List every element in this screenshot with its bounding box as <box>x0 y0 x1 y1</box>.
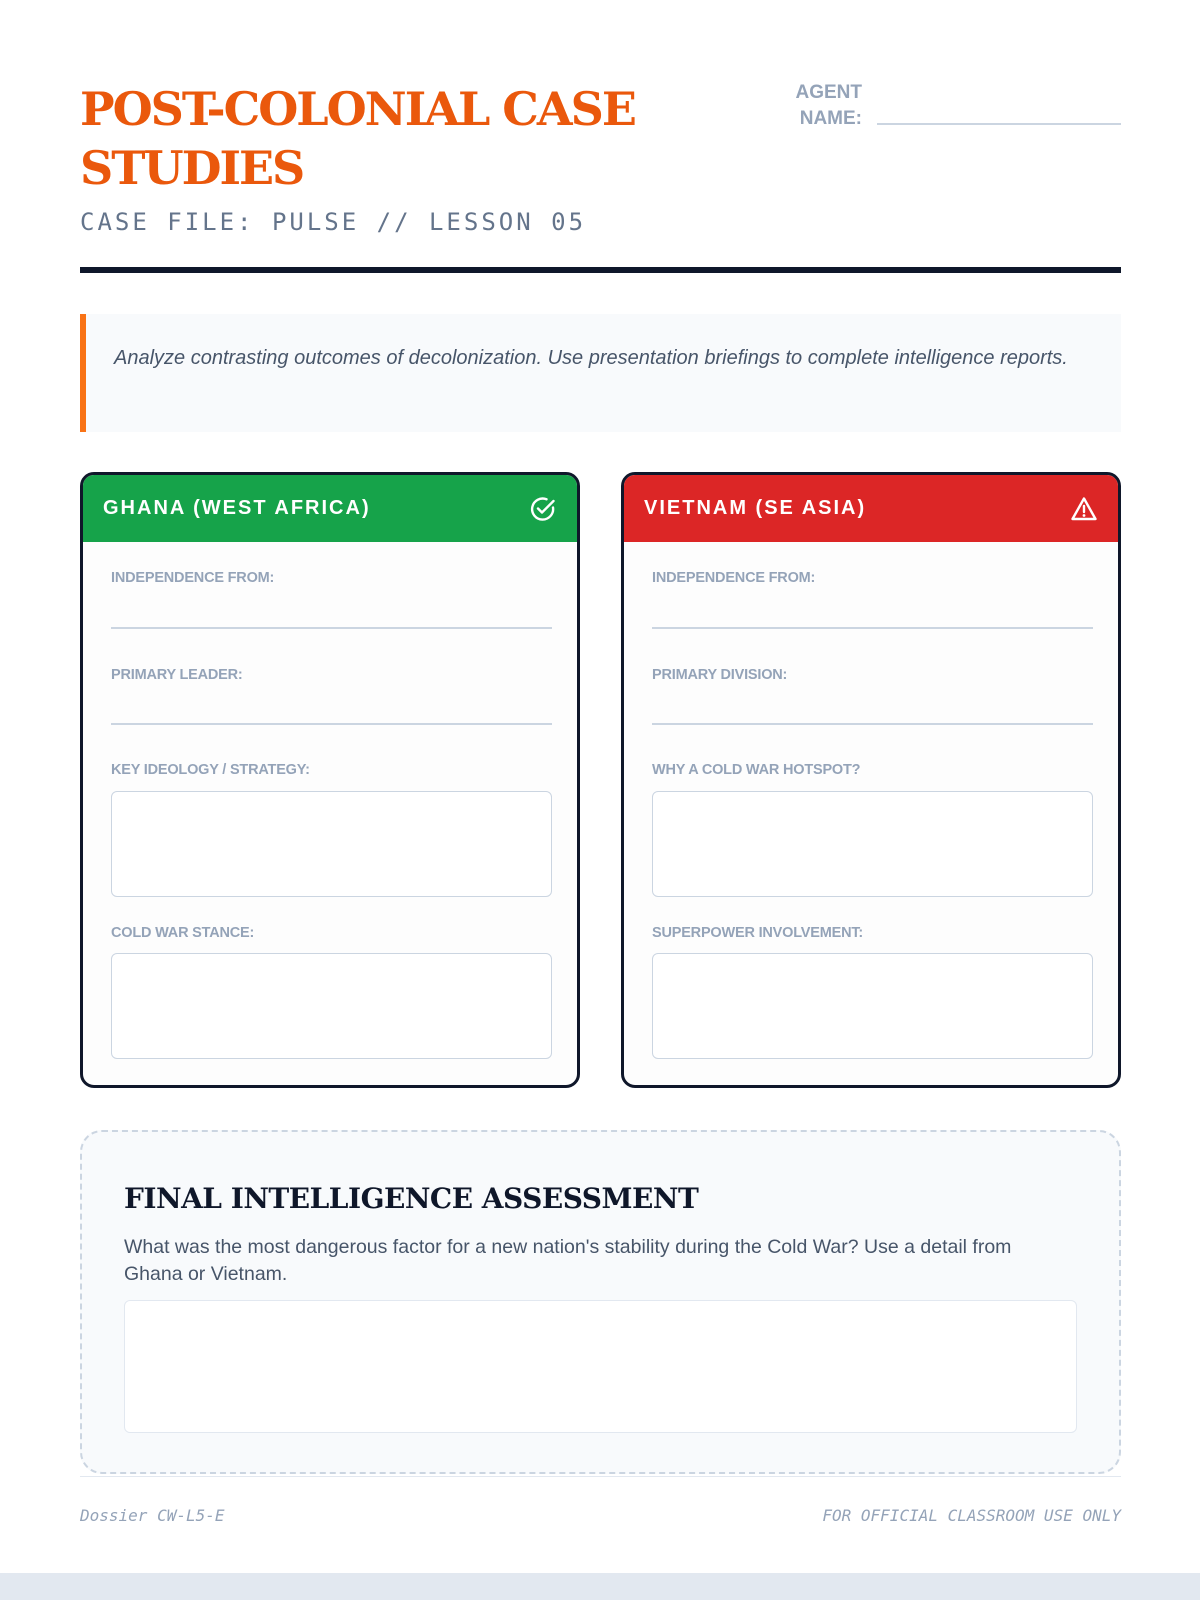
dossier-id: Dossier CW-L5-E <box>80 1506 225 1525</box>
vietnam-division-label: PRIMARY DIVISION: <box>652 667 788 683</box>
vietnam-division-input[interactable] <box>652 723 1093 725</box>
ghana-leader-input[interactable] <box>111 723 552 725</box>
page-title: POST-COLONIAL CASE STUDIES <box>80 82 635 195</box>
header-divider <box>80 267 1121 273</box>
vietnam-independence-label: INDEPENDENCE FROM: <box>652 570 816 586</box>
case-file-subtitle: CASE FILE: PULSE // LESSON 05 <box>80 208 587 236</box>
assessment-answer-input[interactable] <box>124 1300 1077 1433</box>
vietnam-card-title: VIETNAM (SE ASIA) <box>644 497 867 519</box>
final-assessment-section <box>80 1130 1121 1474</box>
ghana-ideology-label: KEY IDEOLOGY / STRATEGY: <box>111 762 310 778</box>
ghana-leader-label: PRIMARY LEADER: <box>111 667 243 683</box>
usage-notice: FOR OFFICIAL CLASSROOM USE ONLY <box>822 1506 1121 1525</box>
agent-name-input-line[interactable] <box>877 123 1121 125</box>
vietnam-hotspot-input[interactable] <box>652 791 1093 897</box>
assessment-prompt: What was the most dangerous factor for a new nation's stability during the Cold War? Use a detail from Ghana or Vietnam. <box>124 1236 1012 1285</box>
ghana-case-card <box>80 472 580 1088</box>
ghana-stance-label: COLD WAR STANCE: <box>111 925 255 941</box>
ghana-ideology-input[interactable] <box>111 791 552 897</box>
warning-triangle-icon <box>1070 495 1098 523</box>
instructions-text: Analyze contrasting outcomes of decolonization. Use presentation briefings to complete intelligence reports. <box>114 347 1068 369</box>
vietnam-involvement-label: SUPERPOWER INVOLVEMENT: <box>652 925 864 941</box>
vietnam-involvement-input[interactable] <box>652 953 1093 1059</box>
ghana-independence-label: INDEPENDENCE FROM: <box>111 570 275 586</box>
vietnam-card-header <box>624 475 1118 542</box>
assessment-title: FINAL INTELLIGENCE ASSESSMENT <box>124 1182 699 1215</box>
ghana-card-header <box>83 475 577 542</box>
check-circle-icon <box>529 495 557 523</box>
agent-name-label: AGENT NAME: <box>795 82 862 129</box>
vietnam-independence-input[interactable] <box>652 627 1093 629</box>
ghana-card-title: GHANA (WEST AFRICA) <box>103 497 371 519</box>
ghana-independence-input[interactable] <box>111 627 552 629</box>
ghana-stance-input[interactable] <box>111 953 552 1059</box>
instructions-callout <box>80 314 1121 432</box>
footer-divider <box>80 1476 1121 1477</box>
vietnam-hotspot-label: WHY A COLD WAR HOTSPOT? <box>652 762 861 778</box>
vietnam-case-card <box>621 472 1121 1088</box>
